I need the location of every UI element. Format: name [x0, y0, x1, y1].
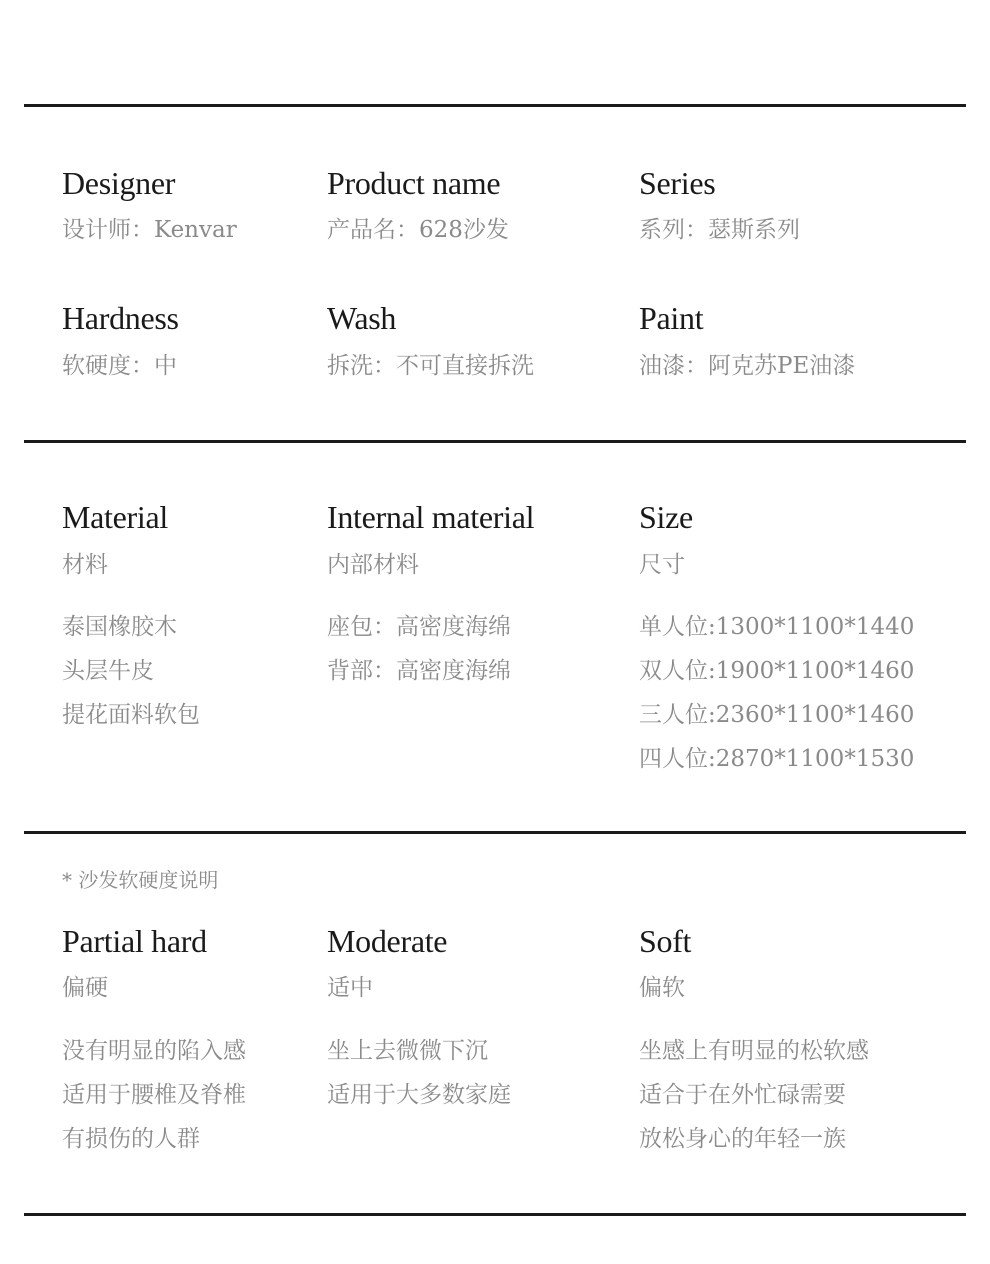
list-item: 提花面料软包: [62, 702, 200, 728]
material-title: Material: [62, 499, 168, 535]
spec-title: Hardness: [62, 300, 179, 336]
moderate-list: [327, 1029, 511, 1117]
spec-title: Product name: [327, 165, 501, 201]
material-list: [62, 605, 200, 737]
list-item: 适用于大多数家庭: [327, 1082, 511, 1108]
list-item: 双人位:1900*1100*1460: [639, 658, 915, 684]
spec-title: Wash: [327, 300, 397, 336]
partial-hard-subtitle: 偏硬: [62, 975, 108, 1001]
list-item: 适合于在外忙碌需要: [639, 1082, 846, 1108]
soft-subtitle: 偏软: [639, 975, 685, 1001]
list-item: 没有明显的陷入感: [62, 1038, 246, 1064]
list-item: 单人位:1300*1100*1440: [639, 614, 915, 640]
internal-material-list: [327, 605, 511, 693]
spec-value: 软硬度：中: [62, 353, 177, 379]
spec-title: Series: [639, 165, 716, 201]
list-item: 坐上去微微下沉: [327, 1038, 488, 1064]
partial-hard-title: Partial hard: [62, 923, 207, 959]
moderate-subtitle: 适中: [327, 975, 373, 1001]
list-item: 有损伤的人群: [62, 1126, 200, 1152]
size-list: [639, 605, 914, 781]
moderate-title: Moderate: [327, 923, 448, 959]
list-item: 放松身心的年轻一族: [639, 1126, 846, 1152]
list-item: 头层牛皮: [62, 658, 154, 684]
spec-value: 系列：瑟斯系列: [639, 217, 800, 243]
divider-specs: [24, 440, 966, 443]
list-item: 背部：高密度海绵: [327, 658, 511, 684]
list-item: 泰国橡胶木: [62, 614, 177, 640]
hardness-note: * 沙发软硬度说明: [62, 868, 219, 892]
divider-top: [24, 104, 966, 107]
internal-material-title: Internal material: [327, 499, 535, 535]
divider-materials: [24, 831, 966, 834]
spec-value: 拆洗：不可直接拆洗: [327, 353, 534, 379]
list-item: 四人位:2870*1100*1530: [639, 746, 915, 772]
soft-title: Soft: [639, 923, 692, 959]
internal-material-subtitle: 内部材料: [327, 552, 419, 578]
list-item: 适用于腰椎及脊椎: [62, 1082, 246, 1108]
spec-value: 设计师：Kenvar: [62, 217, 237, 243]
size-title: Size: [639, 499, 693, 535]
list-item: 三人位:2360*1100*1460: [639, 702, 915, 728]
spec-value: 产品名：628沙发: [327, 217, 509, 243]
list-item: 坐感上有明显的松软感: [639, 1038, 869, 1064]
spec-value: 油漆：阿克苏PE油漆: [639, 353, 856, 379]
spec-title: Designer: [62, 165, 176, 201]
spec-title: Paint: [639, 300, 704, 336]
size-subtitle: 尺寸: [639, 552, 685, 578]
divider-bottom: [24, 1213, 966, 1216]
list-item: 座包：高密度海绵: [327, 614, 511, 640]
partial-hard-list: [62, 1029, 246, 1161]
material-subtitle: 材料: [62, 552, 108, 578]
soft-list: [639, 1029, 869, 1161]
